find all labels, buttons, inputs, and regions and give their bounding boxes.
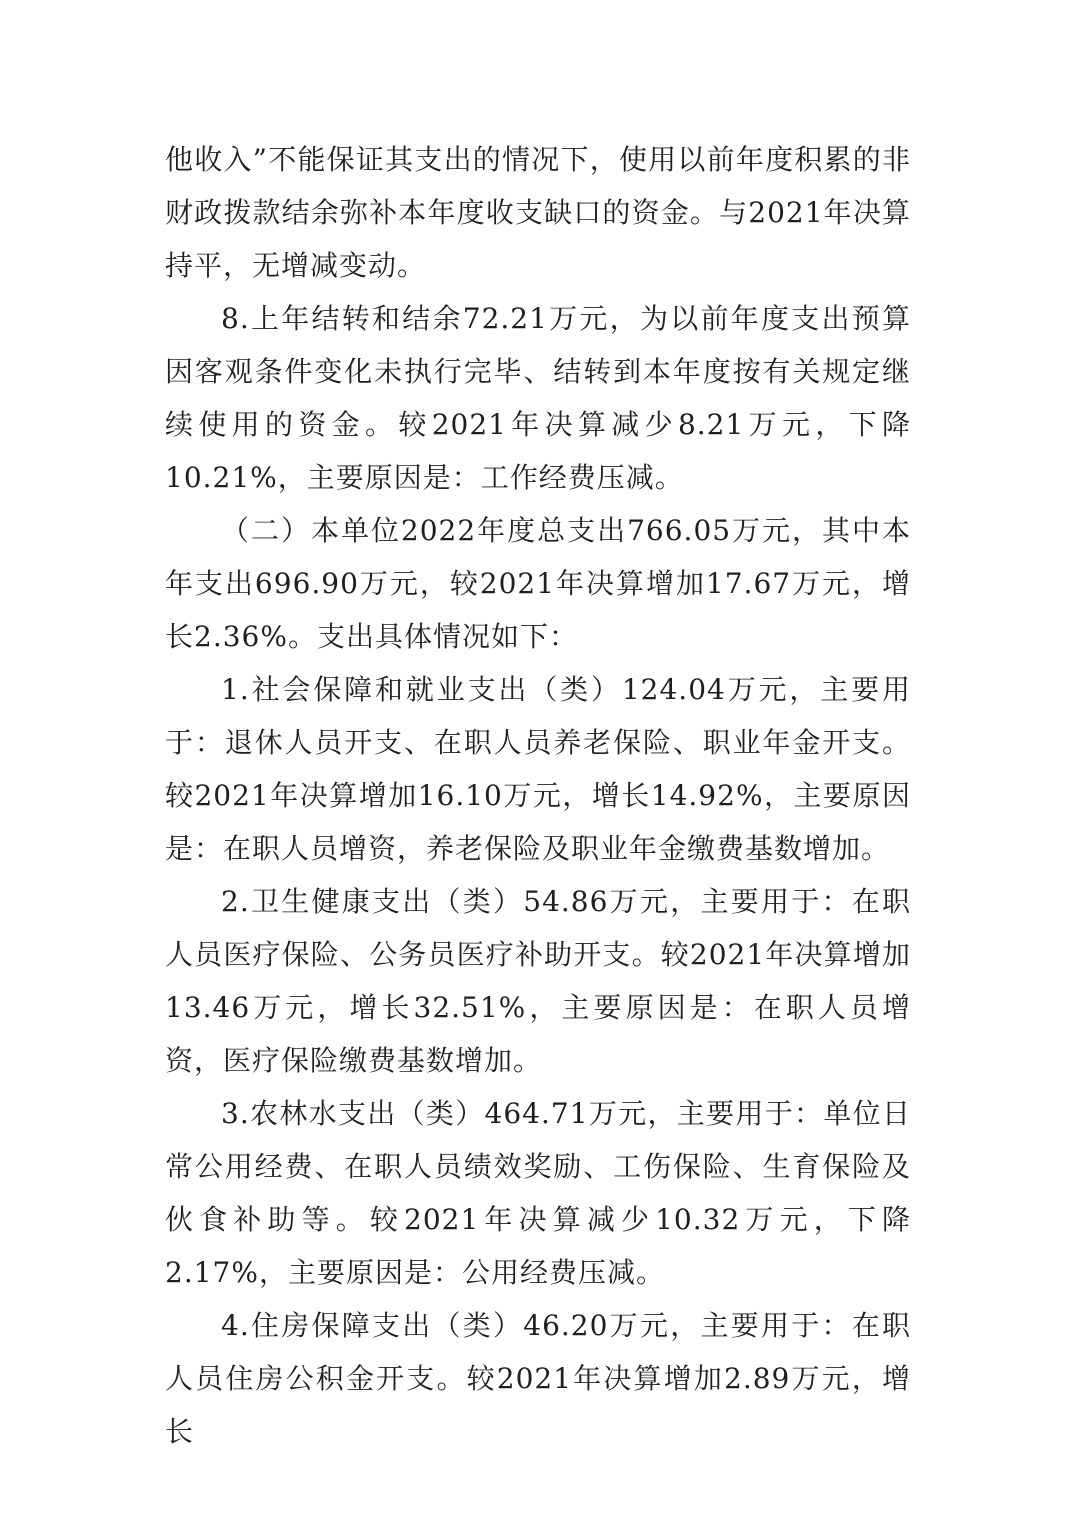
paragraph-continuation: 他收入”不能保证其支出的情况下，使用以前年度积累的非财政拨款结余弥补本年度收支缺口的资金。与2021年决算持平，无增减变动。 [165, 143, 911, 282]
document-body [165, 133, 911, 1458]
paragraph-item-1: 1.社会保障和就业支出（类）124.04万元，主要用于：退休人员开支、在职人员养老保险、职业年金开支。较2021年决算增加16.10万元，增长14.92%，主要原因是：在职人员增资，养老保险及职业年金缴费基数增加。 [165, 673, 911, 865]
paragraph-item-3: 3.农林水支出（类）464.71万元，主要用于：单位日常公用经费、在职人员绩效奖励、工伤保险、生育保险及伙食补助等。较2021年决算减少10.32万元，下降2.17%，主要原因是：公用经费压减。 [165, 1097, 911, 1289]
paragraph-item-2: 2.卫生健康支出（类）54.86万元，主要用于：在职人员医疗保险、公务员医疗补助开支。较2021年决算增加13.46万元，增长32.51%，主要原因是：在职人员增资，医疗保险缴费基数增加。 [165, 885, 911, 1077]
paragraph-item-8: 8.上年结转和结余72.21万元，为以前年度支出预算因客观条件变化未执行完毕、结转到本年度按有关规定继续使用的资金。较2021年决算减少8.21万元，下降10.21%，主要原因是：工作经费压减。 [165, 302, 911, 494]
paragraph-section-2: （二）本单位2022年度总支出766.05万元，其中本年支出696.90万元，较2021年决算增加17.67万元，增长2.36%。支出具体情况如下： [165, 514, 911, 653]
paragraph-item-4: 4.住房保障支出（类）46.20万元，主要用于：在职人员住房公积金开支。较2021年决算增加2.89万元，增长 [165, 1309, 911, 1448]
